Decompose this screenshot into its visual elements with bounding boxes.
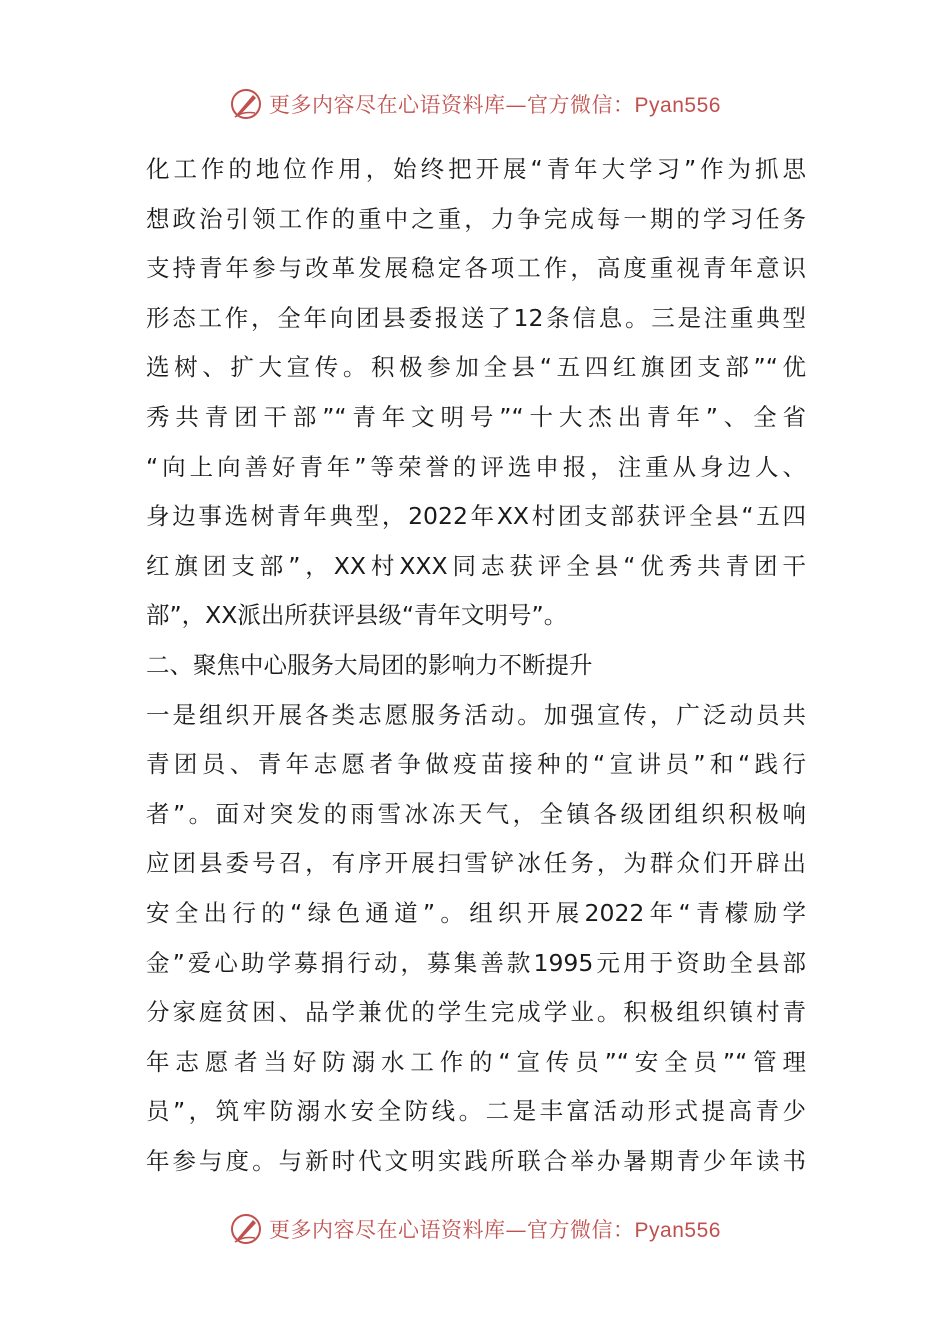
text-line: “向上向善好青年”等荣誉的评选申报，注重从身边人、 xyxy=(146,452,806,481)
text-line: 身边事选树青年典型，2022年XX村团支部获评全县“五四 xyxy=(146,502,806,531)
text-line: 想政治引领工作的重中之重，力争完成每一期的学习任务 xyxy=(146,204,806,233)
text-line: 化工作的地位作用，始终把开展“青年大学习”作为抓思 xyxy=(146,155,806,183)
text-line: 选树、扩大宣传。积极参加全县“五四红旗团支部”“优 xyxy=(146,353,806,382)
text-line: 金”爱心助学募捐行动，募集善款1995元用于资助全县部 xyxy=(146,948,806,977)
text-line: 年参与度。与新时代文明实践所联合举办暑期青少年读书 xyxy=(146,1146,806,1175)
text-line: 安全出行的“绿色通道”。组织开展2022年“青檬励学 xyxy=(146,898,806,927)
watermark-text: 更多内容尽在心语资料库—官方微信：Pyan556 xyxy=(269,93,721,117)
text-line: 红旗团支部”，XX村XXX同志获评全县“优秀共青团干 xyxy=(146,551,806,580)
watermark-header xyxy=(0,84,950,124)
text-line: 支持青年参与改革发展稳定各项工作，高度重视青年意识 xyxy=(146,254,806,283)
quill-logo-icon xyxy=(229,87,263,121)
text-line: 形态工作，全年向团县委报送了12条信息。三是注重典型 xyxy=(146,303,806,332)
text-line: 年志愿者当好防溺水工作的“宣传员”“安全员”“管理 xyxy=(146,1047,806,1076)
text-line: 秀共青团干部”“青年文明号”“十大杰出青年”、全省 xyxy=(146,402,806,431)
watermark-footer xyxy=(0,1209,950,1249)
text-line: 员”，筑牢防溺水安全防线。二是丰富活动形式提高青少 xyxy=(146,1097,806,1126)
text-line: 二、聚焦中心服务大局团的影响力不断提升 xyxy=(146,650,593,679)
quill-logo-icon xyxy=(229,1212,263,1246)
text-line: 者”。面对突发的雨雪冰冻天气，全镇各级团组织积极响 xyxy=(146,799,806,828)
text-line: 部”，XX派出所获评县级“青年文明号”。 xyxy=(146,601,568,630)
watermark-text: 更多内容尽在心语资料库—官方微信：Pyan556 xyxy=(269,1218,721,1242)
text-line: 应团县委号召，有序开展扫雪铲冰任务，为群众们开辟出 xyxy=(146,849,806,878)
text-line: 青团员、青年志愿者争做疫苗接种的“宣讲员”和“践行 xyxy=(146,750,806,779)
text-line: 分家庭贫困、品学兼优的学生完成学业。积极组织镇村青 xyxy=(146,998,806,1027)
text-line: 一是组织开展各类志愿服务活动。加强宣传，广泛动员共 xyxy=(146,700,806,729)
document-body xyxy=(146,145,806,1186)
